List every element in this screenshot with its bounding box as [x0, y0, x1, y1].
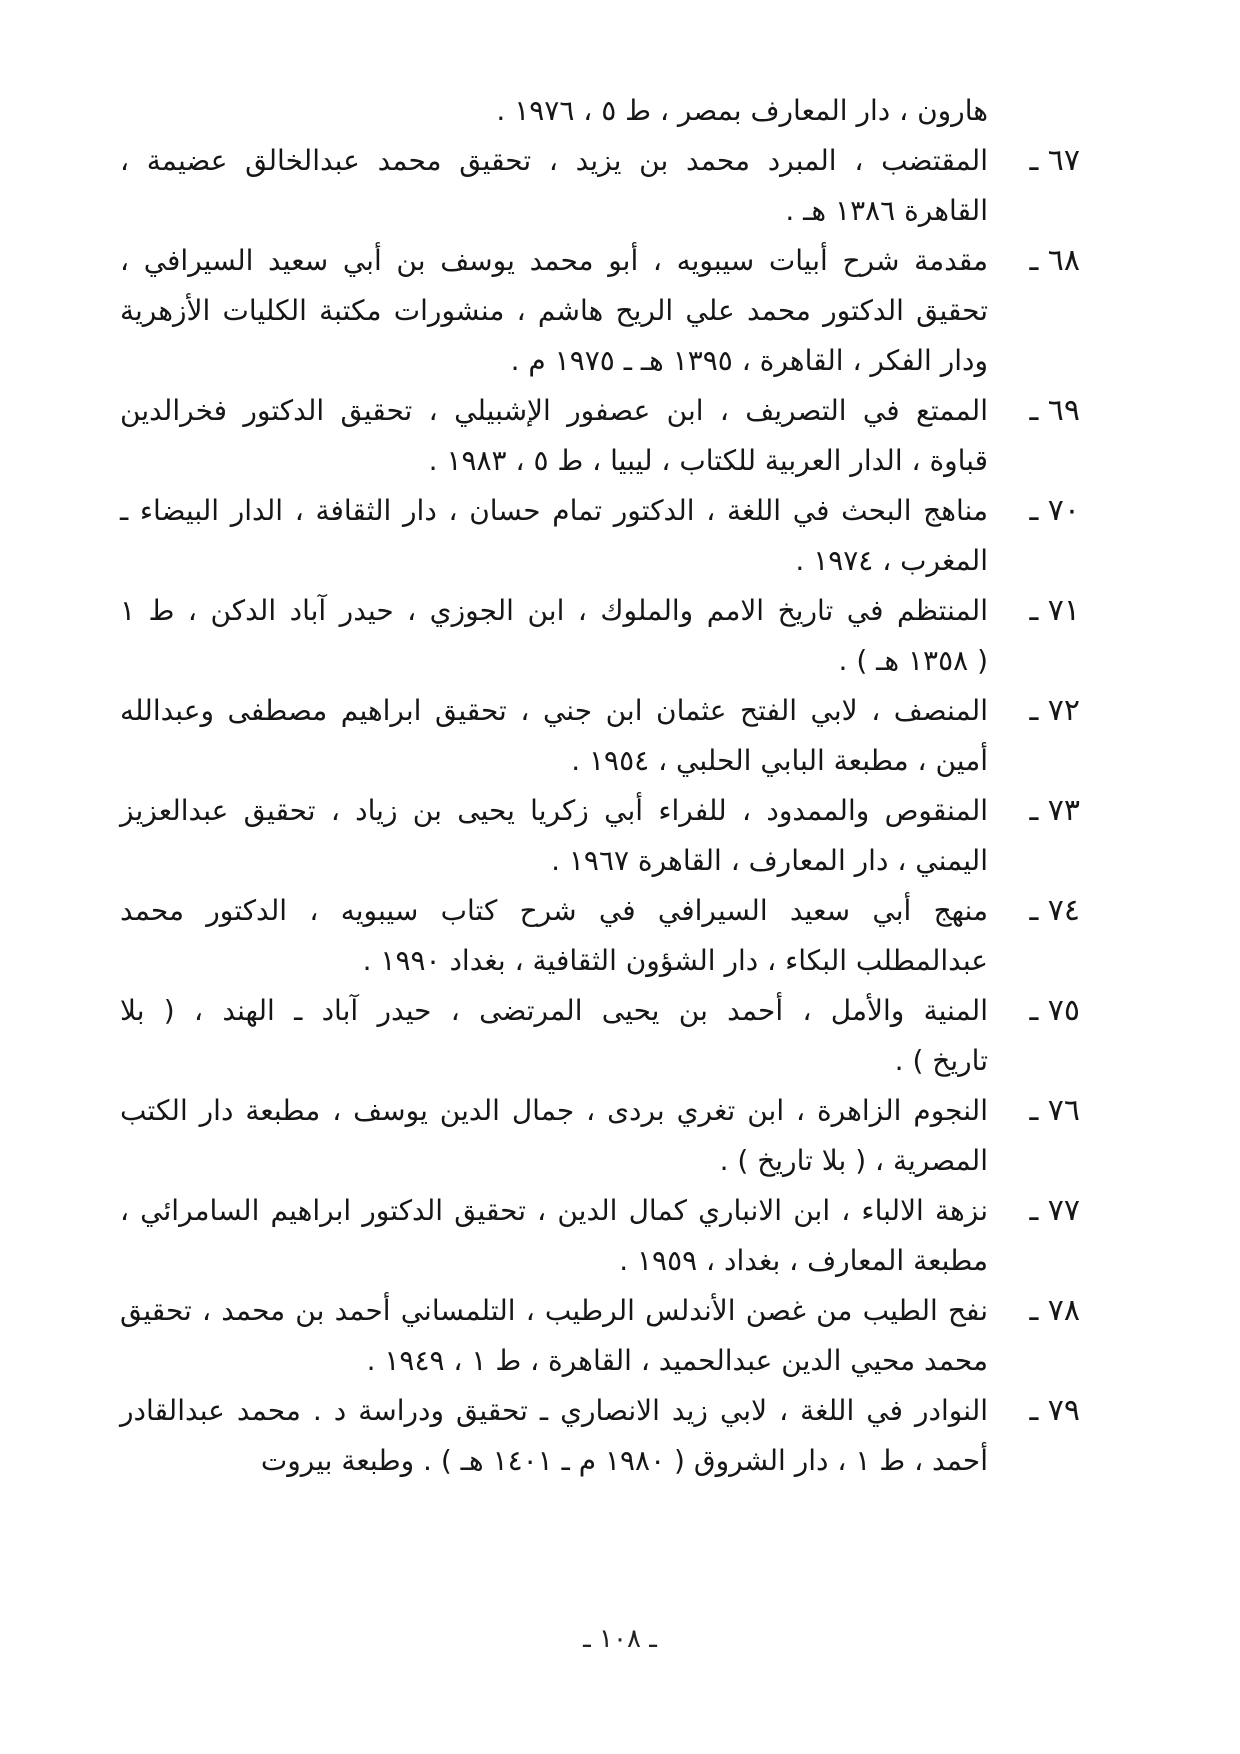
- entry-number: ٦٨ ـ: [1029, 243, 1080, 278]
- entry-line: المصرية ، ( بلا تاريخ ) .: [719, 1144, 988, 1177]
- entry-text: [120, 586, 988, 686]
- entry-line: قباوة ، الدار العربية للكتاب ، ليبيا ، ط ٥ ، ١٩٨٣ .: [428, 444, 988, 477]
- entry-number: ٦٩ ـ: [1029, 393, 1080, 428]
- entry-number: ٧٣ ـ: [1029, 793, 1080, 828]
- entry-line: مطبعة المعارف ، بغداد ، ١٩٥٩ .: [619, 1244, 988, 1277]
- entry-line: مقدمة شرح أبيات سيبويه ، أبو محمد يوسف بن أبي سعيد السيرافي ،: [120, 244, 988, 277]
- entry-text: [120, 686, 988, 786]
- bibliography-entry: [120, 1086, 1080, 1186]
- bibliography-entry: [120, 1186, 1080, 1286]
- entry-line: المنتظم في تاريخ الامم والملوك ، ابن الجوزي ، حيدر آباد الدكن ، ط ١: [120, 594, 988, 627]
- entry-line: محمد محيي الدين عبدالحميد ، القاهرة ، ط ١ ، ١٩٤٩ .: [366, 1344, 988, 1377]
- entry-number: ٦٧ ـ: [1029, 143, 1080, 178]
- entry-line: ودار الفكر ، القاهرة ، ١٣٩٥ هـ ـ ١٩٧٥ م .: [510, 344, 988, 377]
- entry-line: مناهج البحث في اللغة ، الدكتور تمام حسان ، دار الثقافة ، الدار البيضاء ـ: [120, 494, 988, 527]
- bibliography-entry: [120, 586, 1080, 686]
- entry-line: أحمد ، ط ١ ، دار الشروق ( ١٩٨٠ م ـ ١٤٠١ هـ ) . وطبعة بيروت: [260, 1444, 988, 1477]
- entry-line: منهج أبي سعيد السيرافي في شرح كتاب سيبويه ، الدكتور محمد: [120, 894, 988, 927]
- entry-line: تحقيق الدكتور محمد علي الريح هاشم ، منشورات مكتبة الكليات الأزهرية: [120, 294, 988, 327]
- entry-number: ٧٦ ـ: [1029, 1093, 1080, 1128]
- entry-line: النجوم الزاهرة ، ابن تغري بردى ، جمال الدين يوسف ، مطبعة دار الكتب: [120, 1094, 988, 1127]
- continued-entry-line: هارون ، دار المعارف بمصر ، ط ٥ ، ١٩٧٦ .: [496, 94, 988, 127]
- entry-number: ٧٤ ـ: [1029, 893, 1080, 928]
- entry-line: نفح الطيب من غصن الأندلس الرطيب ، التلمساني أحمد بن محمد ، تحقيق: [120, 1294, 988, 1327]
- entry-text: [120, 136, 988, 236]
- entry-text: [120, 786, 988, 886]
- entry-text: [120, 1186, 988, 1286]
- entry-line: ( ١٣٥٨ هـ ) .: [838, 644, 988, 677]
- entry-text: [120, 1286, 988, 1386]
- entry-number: ٧٨ ـ: [1029, 1293, 1080, 1328]
- bibliography-entry: [120, 136, 1080, 236]
- entry-text: [120, 886, 988, 986]
- entry-line: النوادر في اللغة ، لابي زيد الانصاري ـ تحقيق ودراسة د . محمد عبدالقادر: [120, 1394, 988, 1427]
- entry-line: المقتضب ، المبرد محمد بن يزيد ، تحقيق محمد عبدالخالق عضيمة ،: [120, 144, 988, 177]
- entry-line: المنية والأمل ، أحمد بن يحيى المرتضى ، حيدر آباد ـ الهند ، ( بلا: [120, 994, 988, 1027]
- bibliography-entry: [120, 236, 1080, 386]
- page-number: ـ ١٠٨ ـ: [583, 1624, 657, 1654]
- entry-line: القاهرة ١٣٨٦ هـ .: [785, 194, 988, 227]
- entry-number: ٧٩ ـ: [1029, 1393, 1080, 1428]
- entry-number: ٧٥ ـ: [1029, 993, 1080, 1028]
- entry-line: أمين ، مطبعة البابي الحلبي ، ١٩٥٤ .: [571, 744, 988, 777]
- bibliography-entry: [120, 486, 1080, 586]
- entry-text: [120, 486, 988, 586]
- entry-text: [120, 1086, 988, 1186]
- entry-line: المنقوص والممدود ، للفراء أبي زكريا يحيى بن زياد ، تحقيق عبدالعزيز: [120, 794, 988, 827]
- entry-text: [120, 236, 988, 386]
- entry-number: ٧٠ ـ: [1029, 493, 1080, 528]
- bibliography-entry: [120, 1386, 1080, 1486]
- entry-number: ٧١ ـ: [1029, 593, 1080, 628]
- bibliography-entry: [120, 886, 1080, 986]
- entry-line: المغرب ، ١٩٧٤ .: [795, 544, 988, 577]
- entry-text: [120, 386, 988, 486]
- entry-text: [120, 1386, 988, 1486]
- bibliography-entry: [120, 1286, 1080, 1386]
- bibliography-entry: [120, 786, 1080, 886]
- entry-text: [120, 986, 988, 1086]
- bibliography-entry: [120, 386, 1080, 486]
- entries-container: [120, 136, 1080, 1486]
- entry-line: عبدالمطلب البكاء ، دار الشؤون الثقافية ، بغداد ١٩٩٠ .: [362, 944, 988, 977]
- bibliography-entry: [120, 986, 1080, 1086]
- entry-line: اليمني ، دار المعارف ، القاهرة ١٩٦٧ .: [551, 844, 988, 877]
- entry-line: نزهة الالباء ، ابن الانباري كمال الدين ، تحقيق الدكتور ابراهيم السامرائي ،: [120, 1194, 988, 1227]
- entry-line: الممتع في التصريف ، ابن عصفور الإشبيلي ، تحقيق الدكتور فخرالدين: [120, 394, 988, 427]
- entry-line: تاريخ ) .: [894, 1044, 988, 1077]
- bibliography-list: [120, 86, 1080, 1486]
- bibliography-entry: [120, 686, 1080, 786]
- entry-number: ٧٧ ـ: [1029, 1193, 1080, 1228]
- entry-line: المنصف ، لابي الفتح عثمان ابن جني ، تحقيق ابراهيم مصطفى وعبدالله: [120, 694, 988, 727]
- entry-number: ٧٢ ـ: [1029, 693, 1080, 728]
